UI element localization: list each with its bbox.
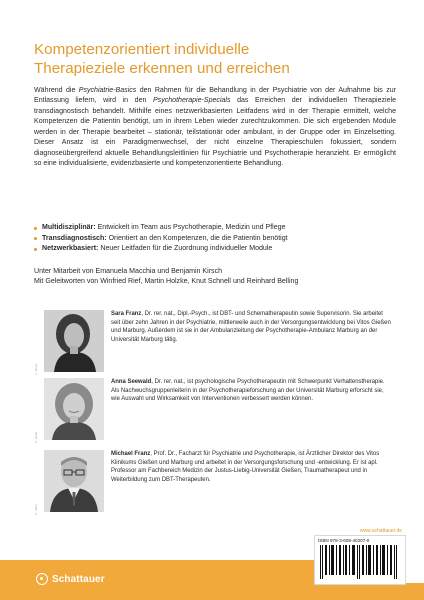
feature-item <box>34 223 396 234</box>
barcode-box <box>314 535 406 585</box>
author-bio-text: , Dr. rer. nat., Dipl.-Psych., ist DBT- und Schematherapeutin sowie Supervisorin. Sie arbeitet seit über zehn Jahren in der Psychiatrie, mittlerweile auch in der Versorgungsentwicklung bei Vitos Gießen und Marburg. Außerdem ist sie in der Ambulanzleitung der Psychotherapie-Ambulanz Marburg an der Universität Marburg tätig. <box>111 311 391 343</box>
feature-list <box>34 223 396 255</box>
feature-item <box>34 244 396 255</box>
photo-credit: © Vitos <box>34 504 38 516</box>
collaboration-line: Unter Mitarbeit von Emanuela Macchia und Benjamin Kirsch <box>34 268 223 275</box>
author-name: Sara Franz <box>111 311 142 317</box>
collaboration-note <box>34 267 396 288</box>
feature-text: Orientiert an den Kompetenzen, die die Patientin benötigt <box>106 234 288 242</box>
author-bio-text: , Dr. rer. nat., ist psychologische Psychotherapeutin mit Schwerpunkt Verhaltenstherapie. Als Nachwuchsgruppenleiterin in der Psychotherapieforschung an der Universität Marburg erforscht sie, wie Auswahl und Wirksamkeit von Interventionen verbessert werden können. <box>111 379 385 402</box>
intro-text: das Erreichen der individuellen Therapieziele transdiagnostisch behandelt. Mithilfe eines netzwerkbasierten Leitfadens wird in der Therapie ermittelt, welche Kompetenzen die Patientin benötigt, um in ihrem Leben wieder zurechtzukommen. Die sich ergebenden Module werden in der Therapie bearbeitet – stationär, teilstationär oder ambulant, in der Gruppe oder im Einzelsetting. Dieser Ansatz ist ein Paradigmenwechsel, der nicht einzelne Therapieschulen fokussiert, sondern diagnoseübergreifend aktuelle Behandlungsleitlinien für Psychiatrie und Psychotherapie heranzieht. Er ermöglicht so eine individualisierte, evidenzbasierte und kompetenzorientierte Behandlung. <box>34 97 396 168</box>
intro-series-title-basics: Psychiatrie-Basics <box>78 87 137 94</box>
headline <box>34 40 404 78</box>
foreword-line: Mit Geleitworten von Winfried Rief, Martin Holzke, Knut Schnell und Reinhard Belling <box>34 278 299 286</box>
portrait-man-glasses-icon <box>44 450 104 512</box>
intro-paragraph <box>34 86 396 170</box>
author-photo <box>44 310 104 372</box>
author-bio-text: , Prof. Dr., Facharzt für Psychiatrie und Psychotherapie, ist Ärztlicher Direktor des Vitos Klinikums Gießen und Marburg und arbeitet in der Versorgungsforschung und -entwicklung. Er ist apl. Professor am Fachbereich Medizin der Justus-Liebig-Universität Gießen, Traumatherapeut und in Weiterbildung zum DBT-Therapeuten. <box>111 451 380 483</box>
intro-series-title-specials: Psychotherapie-Specials <box>152 97 231 105</box>
portrait-woman-curly-hair-icon <box>44 378 104 440</box>
publisher-website: www.schattauer.de <box>360 528 402 534</box>
publisher-logo <box>36 571 105 587</box>
publisher-name: Schattauer <box>52 573 105 585</box>
schattauer-logo-icon <box>36 573 48 585</box>
author-block-anna-seewald <box>34 378 404 448</box>
feature-term: Transdiagnostisch: <box>42 234 107 242</box>
feature-text: Neuer Leitfaden für die Zuordnung individueller Module <box>98 245 273 253</box>
author-block-michael-franz <box>34 450 404 520</box>
photo-credit: © privat <box>34 431 38 444</box>
author-bio <box>111 378 391 404</box>
intro-text: Während die <box>34 87 79 94</box>
author-photo <box>44 378 104 440</box>
intro-text: den Rahmen für die Behandlung in der Psychiatrie von der Aufnahme bis zur Entlassung liefern, wird in den <box>34 87 396 105</box>
portrait-woman-dark-hair-icon <box>44 310 104 372</box>
feature-item <box>34 234 396 245</box>
barcode-icon <box>318 545 402 581</box>
footer-bar-right <box>314 583 424 600</box>
author-block-sara-franz <box>34 310 404 380</box>
feature-text: Entwickelt im Team aus Psychotherapie, Medizin und Pflege <box>95 224 286 231</box>
feature-term: Multidisziplinär: <box>42 224 96 231</box>
author-bio <box>111 310 391 344</box>
photo-credit: © privat <box>34 363 38 376</box>
author-photo <box>44 450 104 512</box>
author-name: Michael Franz <box>111 451 151 457</box>
headline-line-1: Kompetenzorientiert individuelle <box>34 41 250 58</box>
headline-line-2: Therapieziele erkennen und erreichen <box>34 60 290 77</box>
author-name: Anna Seewald <box>111 379 152 385</box>
author-bio <box>111 450 391 484</box>
isbn-number: ISBN 978-3-608-40207-0 <box>318 538 370 543</box>
feature-term: Netzwerkbasiert: <box>42 245 99 253</box>
